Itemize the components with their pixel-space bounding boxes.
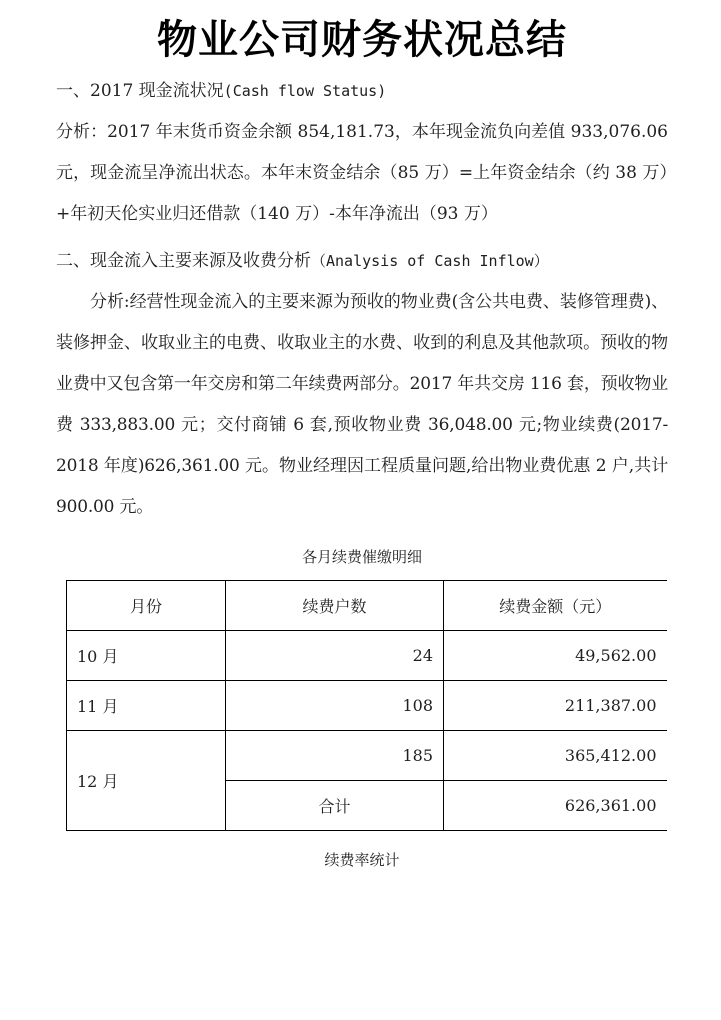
cell-amount: 211,387.00 xyxy=(444,680,667,730)
cell-count: 185 xyxy=(226,730,444,780)
section-heading-2 xyxy=(56,235,668,270)
section-heading-1-cn: 一、2017 现金流状况 xyxy=(56,80,224,101)
table-header-amount: 续费金额（元） xyxy=(444,580,667,630)
cell-month: 10 月 xyxy=(67,630,226,680)
cell-count: 108 xyxy=(226,680,444,730)
section-1-analysis-paragraph: 分析：2017 年末货币资金余额 854,181.73，本年现金流负向差值 933,076.06 元，现金流呈净流出状态。本年末资金结余（85 万）=上年资金结余（约 38 万）+年初天伦实业归还借款（140 万）-本年净流出（93 万） xyxy=(56,121,668,224)
table-header-count: 续费户数 xyxy=(226,580,444,630)
cell-month: 11 月 xyxy=(67,680,226,730)
table-row xyxy=(67,730,667,780)
section-2-analysis-paragraph: 分析:经营性现金流入的主要来源为预收的物业费(含公共电费、装修管理费)、装修押金、收取业主的电费、收取业主的水费、收到的利息及其他款项。预收的物业费中又包含第一年交房和第二年续费两部分。2017 年共交房 116 套，预收物业费 333,883.00 元；交付商铺 6 套,预收物业费 36,048.00 元;物业续费(2017-2018 年度)626,361.00 元。物业经理因工程质量问题,给出物业费优惠 2 户,共计 900.00 元。 xyxy=(56,291,668,517)
total-label: 合计 xyxy=(226,780,444,830)
table-caption-top: 各月续费催缴明细 xyxy=(301,547,422,566)
cell-amount: 49,562.00 xyxy=(444,630,667,680)
cell-month: 12 月 xyxy=(67,730,226,830)
spacer xyxy=(56,100,668,112)
table-caption-bottom: 续费率统计 xyxy=(324,850,400,869)
cell-count: 24 xyxy=(226,630,444,680)
spacer xyxy=(56,270,668,282)
table-row xyxy=(67,630,667,680)
table-row xyxy=(67,680,667,730)
renewal-fee-table xyxy=(66,580,667,831)
total-amount: 626,361.00 xyxy=(444,780,667,830)
section-heading-2-en: （Analysis of Cash Inflow） xyxy=(311,251,549,270)
cell-amount: 365,412.00 xyxy=(444,730,667,780)
section-heading-2-cn: 二、现金流入主要来源及收费分析 xyxy=(56,250,311,271)
table-header-row xyxy=(67,580,667,630)
section-heading-1 xyxy=(56,65,668,100)
table-header-month: 月份 xyxy=(67,580,226,630)
page-title: 物业公司财务状况总结 xyxy=(157,16,567,63)
section-heading-1-en: (Cash flow Status) xyxy=(223,81,387,100)
